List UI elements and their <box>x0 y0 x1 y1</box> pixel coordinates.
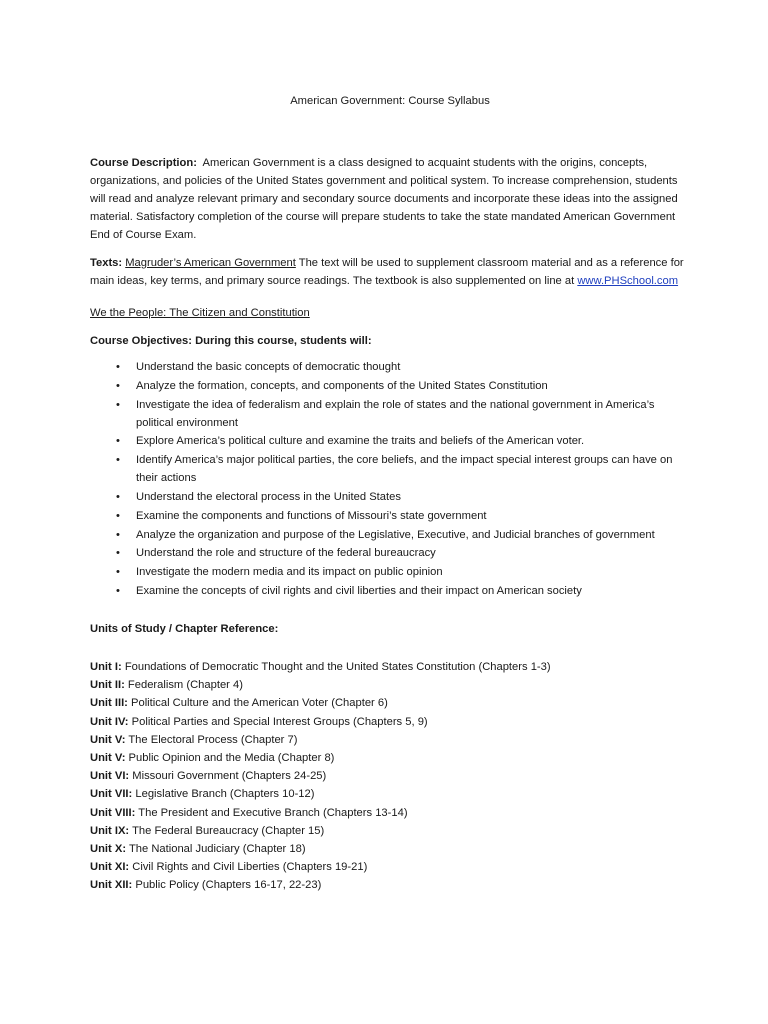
unit-text: Federalism (Chapter 4) <box>127 679 243 692</box>
objective-text: Analyze the organization and purpose of the Legislative, Executive, and Judicial branches of government <box>136 528 655 541</box>
list-item <box>90 658 690 676</box>
objectives-list <box>90 358 690 600</box>
list-item <box>90 804 690 822</box>
unit-label: Unit III: <box>90 697 128 710</box>
list-item <box>90 676 690 694</box>
unit-label: Unit XI: <box>90 861 130 874</box>
bullet-icon: • <box>116 528 120 541</box>
list-item <box>90 563 690 581</box>
bullet-icon: • <box>116 584 120 597</box>
bullet-icon: • <box>116 435 120 448</box>
objective-text: Understand the electoral process in the United States <box>136 490 401 503</box>
objective-text: Investigate the idea of federalism and explain the role of states and the national government in America’s political environment <box>136 398 655 429</box>
textbook-title: Magruder’s American Government <box>125 257 296 269</box>
list-item <box>90 582 690 600</box>
unit-text: Public Policy (Chapters 16-17, 22-23) <box>135 879 322 892</box>
list-item <box>90 858 690 876</box>
list-item <box>90 526 690 544</box>
course-description <box>90 154 690 244</box>
course-description-label: Course Description: <box>90 157 197 169</box>
list-item <box>90 544 690 562</box>
objective-text: Understand the basic concepts of democratic thought <box>136 361 401 373</box>
texts-section <box>90 254 690 290</box>
texts-label: Texts: <box>90 257 123 269</box>
bullet-icon: • <box>116 361 120 373</box>
phschool-link[interactable]: www.PHSchool.com <box>577 275 679 287</box>
document-title: American Government: Course Syllabus <box>290 95 490 107</box>
unit-label: Unit V: <box>90 733 126 746</box>
course-description-text: American Government is a class designed to acquaint students with the origins, concepts, organizations, and policies of the United States government and political system. To increase comprehension, students will read and analyze relevant primary and secondary source documents and incorporate these ideas into the assigned material. Satisfactory completion of the course will prepare students to take the state mandated American Government End of Course Exam. <box>90 157 678 241</box>
texts-description: The text will be used to supplement classroom material and as a reference for main ideas, key terms, and primary source readings. The textbook is also supplemented on line at <box>90 257 684 287</box>
objective-text: Identify America’s major political parties, the core beliefs, and the impact special interest groups can have on their actions <box>136 454 673 485</box>
unit-text: Foundations of Democratic Thought and the United States Constitution (Chapters 1-3) <box>124 660 551 673</box>
list-item <box>90 507 690 525</box>
unit-text: Civil Rights and Civil Liberties (Chapters 19-21) <box>132 861 368 874</box>
unit-label: Unit X: <box>90 843 127 855</box>
unit-text: Public Opinion and the Media (Chapter 8) <box>128 751 335 764</box>
objective-text: Examine the concepts of civil rights and civil liberties and their impact on American society <box>136 584 582 597</box>
objectives-heading-text: Course Objectives: During this course, students will: <box>90 335 372 347</box>
list-item <box>90 840 690 858</box>
list-item <box>90 432 690 450</box>
list-item <box>90 358 690 376</box>
list-item <box>90 488 690 506</box>
unit-label: Unit VI: <box>90 770 130 783</box>
bullet-icon: • <box>116 490 120 503</box>
unit-label: Unit VII: <box>90 788 133 801</box>
unit-text: The Electoral Process (Chapter 7) <box>128 733 298 746</box>
unit-label: Unit IV: <box>90 715 129 728</box>
list-item <box>90 396 690 432</box>
list-item <box>90 785 690 803</box>
list-item <box>90 822 690 840</box>
unit-label: Unit XII: <box>90 879 133 892</box>
objectives-heading <box>90 332 690 350</box>
unit-text: The President and Executive Branch (Chapters 13-14) <box>138 806 408 819</box>
unit-text: Legislative Branch (Chapters 10-12) <box>135 788 315 801</box>
unit-text: Political Parties and Special Interest Groups (Chapters 5, 9) <box>131 715 428 728</box>
unit-label: Unit II: <box>90 679 125 692</box>
unit-label: Unit V: <box>90 751 126 764</box>
bullet-icon: • <box>116 398 120 411</box>
list-item <box>90 731 690 749</box>
objective-text: Explore America’s political culture and examine the traits and beliefs of the American voter. <box>136 435 585 448</box>
objective-text: Understand the role and structure of the federal bureaucracy <box>136 547 436 560</box>
objective-text: Examine the components and functions of Missouri’s state government <box>136 509 487 522</box>
list-item <box>90 767 690 785</box>
syllabus-page <box>90 92 690 895</box>
bullet-icon: • <box>116 547 120 560</box>
bullet-icon: • <box>116 509 120 522</box>
bullet-icon: • <box>116 379 120 392</box>
unit-label: Unit IX: <box>90 824 130 837</box>
units-heading-text: Units of Study / Chapter Reference: <box>90 622 279 635</box>
list-item <box>90 713 690 731</box>
objective-text: Investigate the modern media and its impact on public opinion <box>136 566 443 579</box>
list-item <box>90 694 690 712</box>
list-item <box>90 876 690 894</box>
list-item <box>90 451 690 487</box>
unit-text: Political Culture and the American Voter (Chapter 6) <box>131 697 388 710</box>
bullet-icon: • <box>116 566 120 579</box>
unit-label: Unit VIII: <box>90 806 136 819</box>
units-heading <box>90 620 690 638</box>
bullet-icon: • <box>116 454 120 467</box>
unit-label: Unit I: <box>90 660 122 673</box>
unit-text: The National Judiciary (Chapter 18) <box>128 843 306 855</box>
list-item <box>90 749 690 767</box>
objective-text: Analyze the formation, concepts, and components of the United States Constitution <box>136 379 548 392</box>
unit-text: Missouri Government (Chapters 24-25) <box>132 770 327 783</box>
units-list <box>90 658 690 895</box>
list-item <box>90 377 690 395</box>
unit-text: The Federal Bureaucracy (Chapter 15) <box>132 824 325 837</box>
section-subtitle: We the People: The Citizen and Constitution <box>90 307 310 319</box>
